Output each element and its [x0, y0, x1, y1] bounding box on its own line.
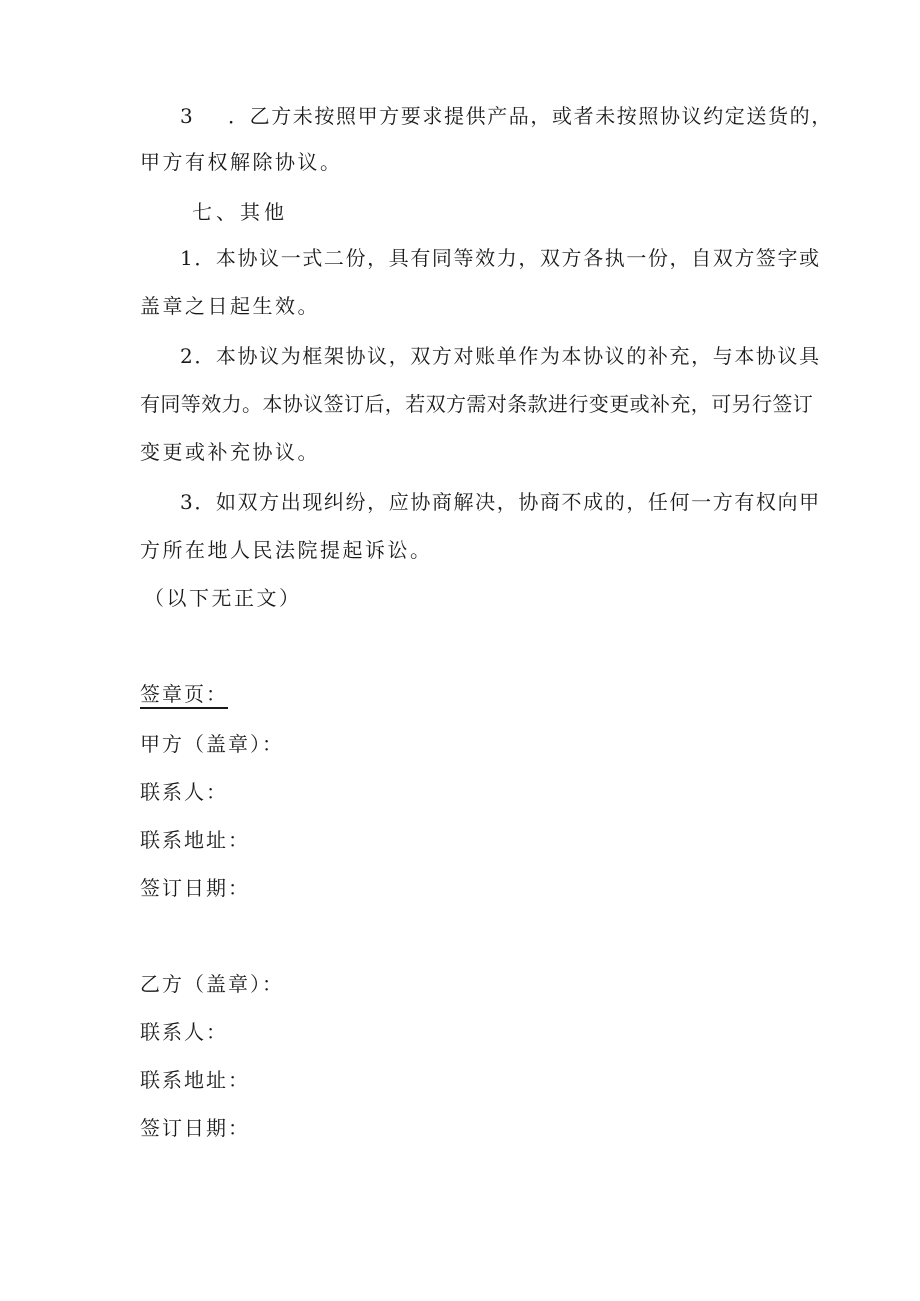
- party-b-date-label: 签订日期：: [140, 1116, 250, 1140]
- party-a-date-label: 签订日期：: [140, 876, 250, 900]
- section7-heading: 七、其他: [192, 200, 288, 224]
- end-of-text-note: （以下无正文）: [144, 586, 302, 610]
- clause6-item3-line2: 甲方有权解除协议。: [140, 150, 343, 174]
- clause6-item3-line1: [180, 102, 833, 130]
- section7-item2-line2: 有同等效力。本协议签订后，若双方需对条款进行变更或补充，可另行签订: [140, 392, 814, 416]
- section7-item3-line2: 方所在地人民法院提起诉讼。: [140, 538, 433, 562]
- party-b-contact-label: 联系人：: [140, 1020, 228, 1044]
- section7-item3-line1: 3．如双方出现纠纷，应协商解决，协商不成的，任何一方有权向甲: [180, 490, 821, 514]
- signature-page-title: 签章页：: [140, 682, 228, 706]
- party-b-address-label: 联系地址：: [140, 1068, 250, 1092]
- party-b-seal-label: 乙方（盖章）：: [140, 972, 284, 996]
- party-a-contact-label: 联系人：: [140, 780, 228, 804]
- section7-item2-line1: 2．本协议为框架协议，双方对账单作为本协议的补充，与本协议具: [180, 344, 821, 368]
- section7-item1-line1: 1．本协议一式二份，具有同等效力，双方各执一份，自双方签字或: [180, 246, 821, 270]
- clause6-item3-number: 3: [180, 104, 196, 128]
- party-a-address-label: 联系地址：: [140, 828, 250, 852]
- section7-item1-line2: 盖章之日起生效。: [140, 294, 320, 318]
- section7-item2-line3: 变更或补充协议。: [140, 440, 320, 464]
- clause6-item3-text: ．乙方未按照甲方要求提供产品，或者未按照协议约定送货的，: [228, 104, 833, 128]
- party-a-seal-label: 甲方（盖章）：: [140, 732, 284, 756]
